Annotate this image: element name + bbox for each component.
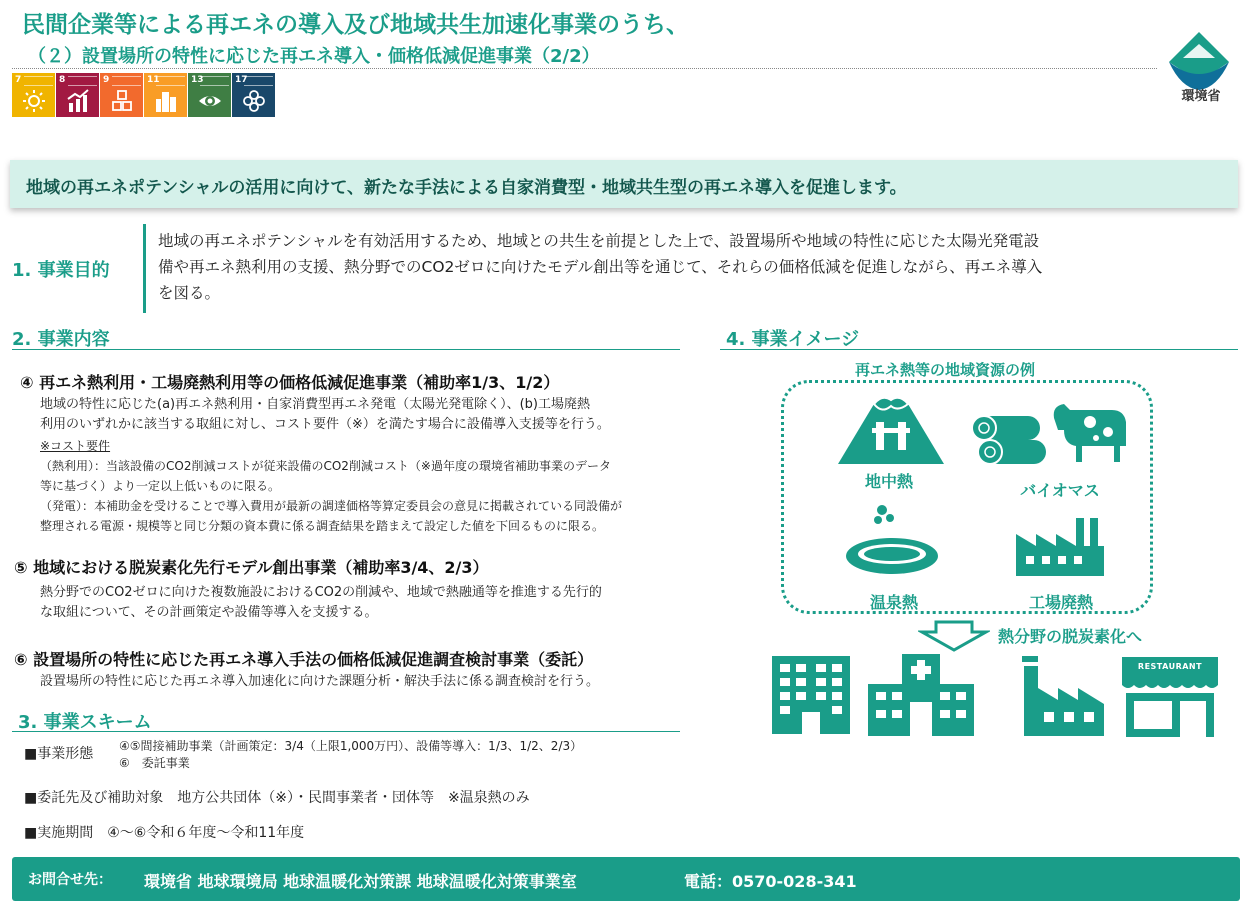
- decarbonize-label: 熱分野の脱炭素化へ: [998, 627, 1143, 646]
- item5-body: [40, 583, 602, 623]
- item6-body: [40, 672, 599, 692]
- sdg-13-icon: 13: [188, 73, 231, 117]
- cost-line: （熱利用）：当該設備のCO2削減コストが従来設備のCO2削減コスト（※過年度の環境省補助事業のデータ: [40, 459, 611, 473]
- item6-line: 設置場所の特性に応じた再エネ導入加速化に向けた課題分析・解決手法に係る調査検討を行う。: [40, 674, 600, 689]
- section1-line: 備や再エネ熱利用の支援、熱分野でのCO2ゼロに向けたモデル創出等を通じて、それらの価格低減を促進しながら、再エネ導入: [158, 258, 1043, 276]
- contact-organization: 環境省 地球環境局 地球温暖化対策課 地球温暖化対策事業室: [144, 872, 577, 891]
- section3-heading: 3. 事業スキーム: [18, 712, 152, 733]
- section3-underline: [12, 731, 680, 732]
- section1-line: 地域の再エネポテンシャルを有効活用するため、地域との共生を前提とした上で、設置場所や地域の特性に応じた太陽光発電設: [158, 232, 1040, 250]
- title-divider: [12, 68, 1157, 69]
- partnership-flower-icon: [242, 89, 266, 113]
- section1-divider: [143, 224, 146, 313]
- page-subtitle: （２）設置場所の特性に応じた再エネ導入・価格低減促進事業（2/2）: [28, 46, 600, 67]
- section1-line: を図る。: [158, 284, 221, 302]
- item4-line: 地域の特性に応じた(a)再エネ熱利用・自家消費型再エネ発電（太陽光発電除く）、(b)工場廃熱: [40, 397, 591, 412]
- eye-globe-icon: [198, 89, 222, 113]
- cost-line: 等に基づく）より一定以上低いものに限る。: [40, 479, 281, 493]
- sdg-17-icon: 17: [232, 73, 275, 117]
- scheme-form-line2: ⑥ 委託事業: [119, 756, 190, 770]
- cost-requirements-heading: ※コスト要件: [40, 439, 111, 453]
- scheme-form-line1: ④⑤間接補助事業（計画策定：3/4（上限1,000万円）、設備等導入：1/3、1/2、2/3）: [119, 739, 583, 753]
- item4-body: [40, 395, 610, 435]
- sdg-11-icon: 11: [144, 73, 187, 117]
- factory-waste-heat-icon: [1012, 514, 1108, 578]
- item4-heading: ④ 再エネ熱利用・工場廃熱利用等の価格低減促進事業（補助率1/3、1/2）: [20, 373, 560, 392]
- city-icon: [154, 89, 178, 113]
- hospital-icon: [866, 652, 976, 738]
- item5-line: 熱分野でのCO2ゼロに向けた複数施設におけるCO2の削減や、地域で熱融通等を推進する先行的: [40, 585, 602, 600]
- scheme-period: ■実施期間 ④～⑥令和６年度～令和11年度: [24, 825, 305, 841]
- sdg-9-icon: 9: [100, 73, 143, 117]
- office-building-icon: [770, 654, 852, 736]
- sdg-icon-row: [12, 73, 276, 117]
- biomass-icon: [972, 400, 1132, 466]
- sun-icon: [22, 89, 46, 113]
- section2-heading: 2. 事業内容: [12, 329, 110, 350]
- factory-icon: [1014, 654, 1106, 736]
- section1-body: [158, 228, 1238, 306]
- sdg-7-icon: 7: [12, 73, 55, 117]
- page-title: 民間企業等による再エネの導入及び地域共生加速化事業のうち、: [22, 12, 689, 38]
- contact-footer: [12, 857, 1240, 901]
- resources-heading: 再エネ熱等の地域資源の例: [855, 361, 1036, 379]
- cubes-icon: [110, 89, 134, 113]
- contact-phone: 電話：0570-028-341: [684, 872, 857, 891]
- cost-requirements: [40, 436, 622, 536]
- contact-label: お問合せ先：: [28, 872, 112, 888]
- restaurant-sign: RESTAURANT: [1122, 657, 1218, 677]
- section4-underline: [720, 349, 1238, 350]
- cost-line: （発電）：本補助金を受けることで導入費用が最新の調達価格等算定委員会の意見に掲載されている同設備が: [40, 499, 623, 513]
- restaurant-icon: [1122, 657, 1218, 737]
- growth-chart-icon: [66, 89, 90, 113]
- lead-banner-text: 地域の再エネポテンシャルの活用に向けて、新たな手法による自家消費型・地域共生型の再エネ導入を促進します。: [26, 178, 907, 198]
- sdg-8-icon: 8: [56, 73, 99, 117]
- section4-heading: 4. 事業イメージ: [726, 329, 860, 350]
- cost-line: 整理される電源・規模等と同じ分類の資本費に係る調査結果を踏まえて設定した値を下回るものに限る。: [40, 519, 605, 533]
- scheme-target: ■委託先及び補助対象 地方公共団体（※）・民間事業者・団体等 ※温泉熱のみ: [24, 790, 530, 806]
- ministry-logo-text: 環境省: [1181, 89, 1221, 104]
- item4-line: 利用のいずれかに該当する取組に対し、コスト要件（※）を満たす場合に設備導入支援等を行う。: [40, 417, 610, 432]
- section1-heading: 1. 事業目的: [12, 260, 110, 281]
- scheme-form-label: ■事業形態: [24, 746, 94, 762]
- section2-underline: [12, 349, 680, 350]
- hot-spring-label: 温泉熱: [869, 593, 918, 612]
- geothermal-label: 地中熱: [864, 472, 913, 491]
- item5-heading: ⑤ 地域における脱炭素化先行モデル創出事業（補助率3/4、2/3）: [14, 558, 489, 577]
- item6-heading: ⑥ 設置場所の特性に応じた再エネ導入手法の価格低減促進調査検討事業（委託）: [14, 650, 594, 669]
- factory-waste-heat-label: 工場廃熱: [1028, 593, 1093, 612]
- down-arrow-icon: [918, 620, 990, 652]
- biomass-label: バイオマス: [1020, 481, 1100, 500]
- hot-spring-icon: [842, 504, 942, 584]
- geothermal-icon: [836, 392, 946, 466]
- item5-line: な取組について、その計画策定や設備等導入を支援する。: [40, 605, 378, 620]
- lead-banner: [10, 160, 1238, 208]
